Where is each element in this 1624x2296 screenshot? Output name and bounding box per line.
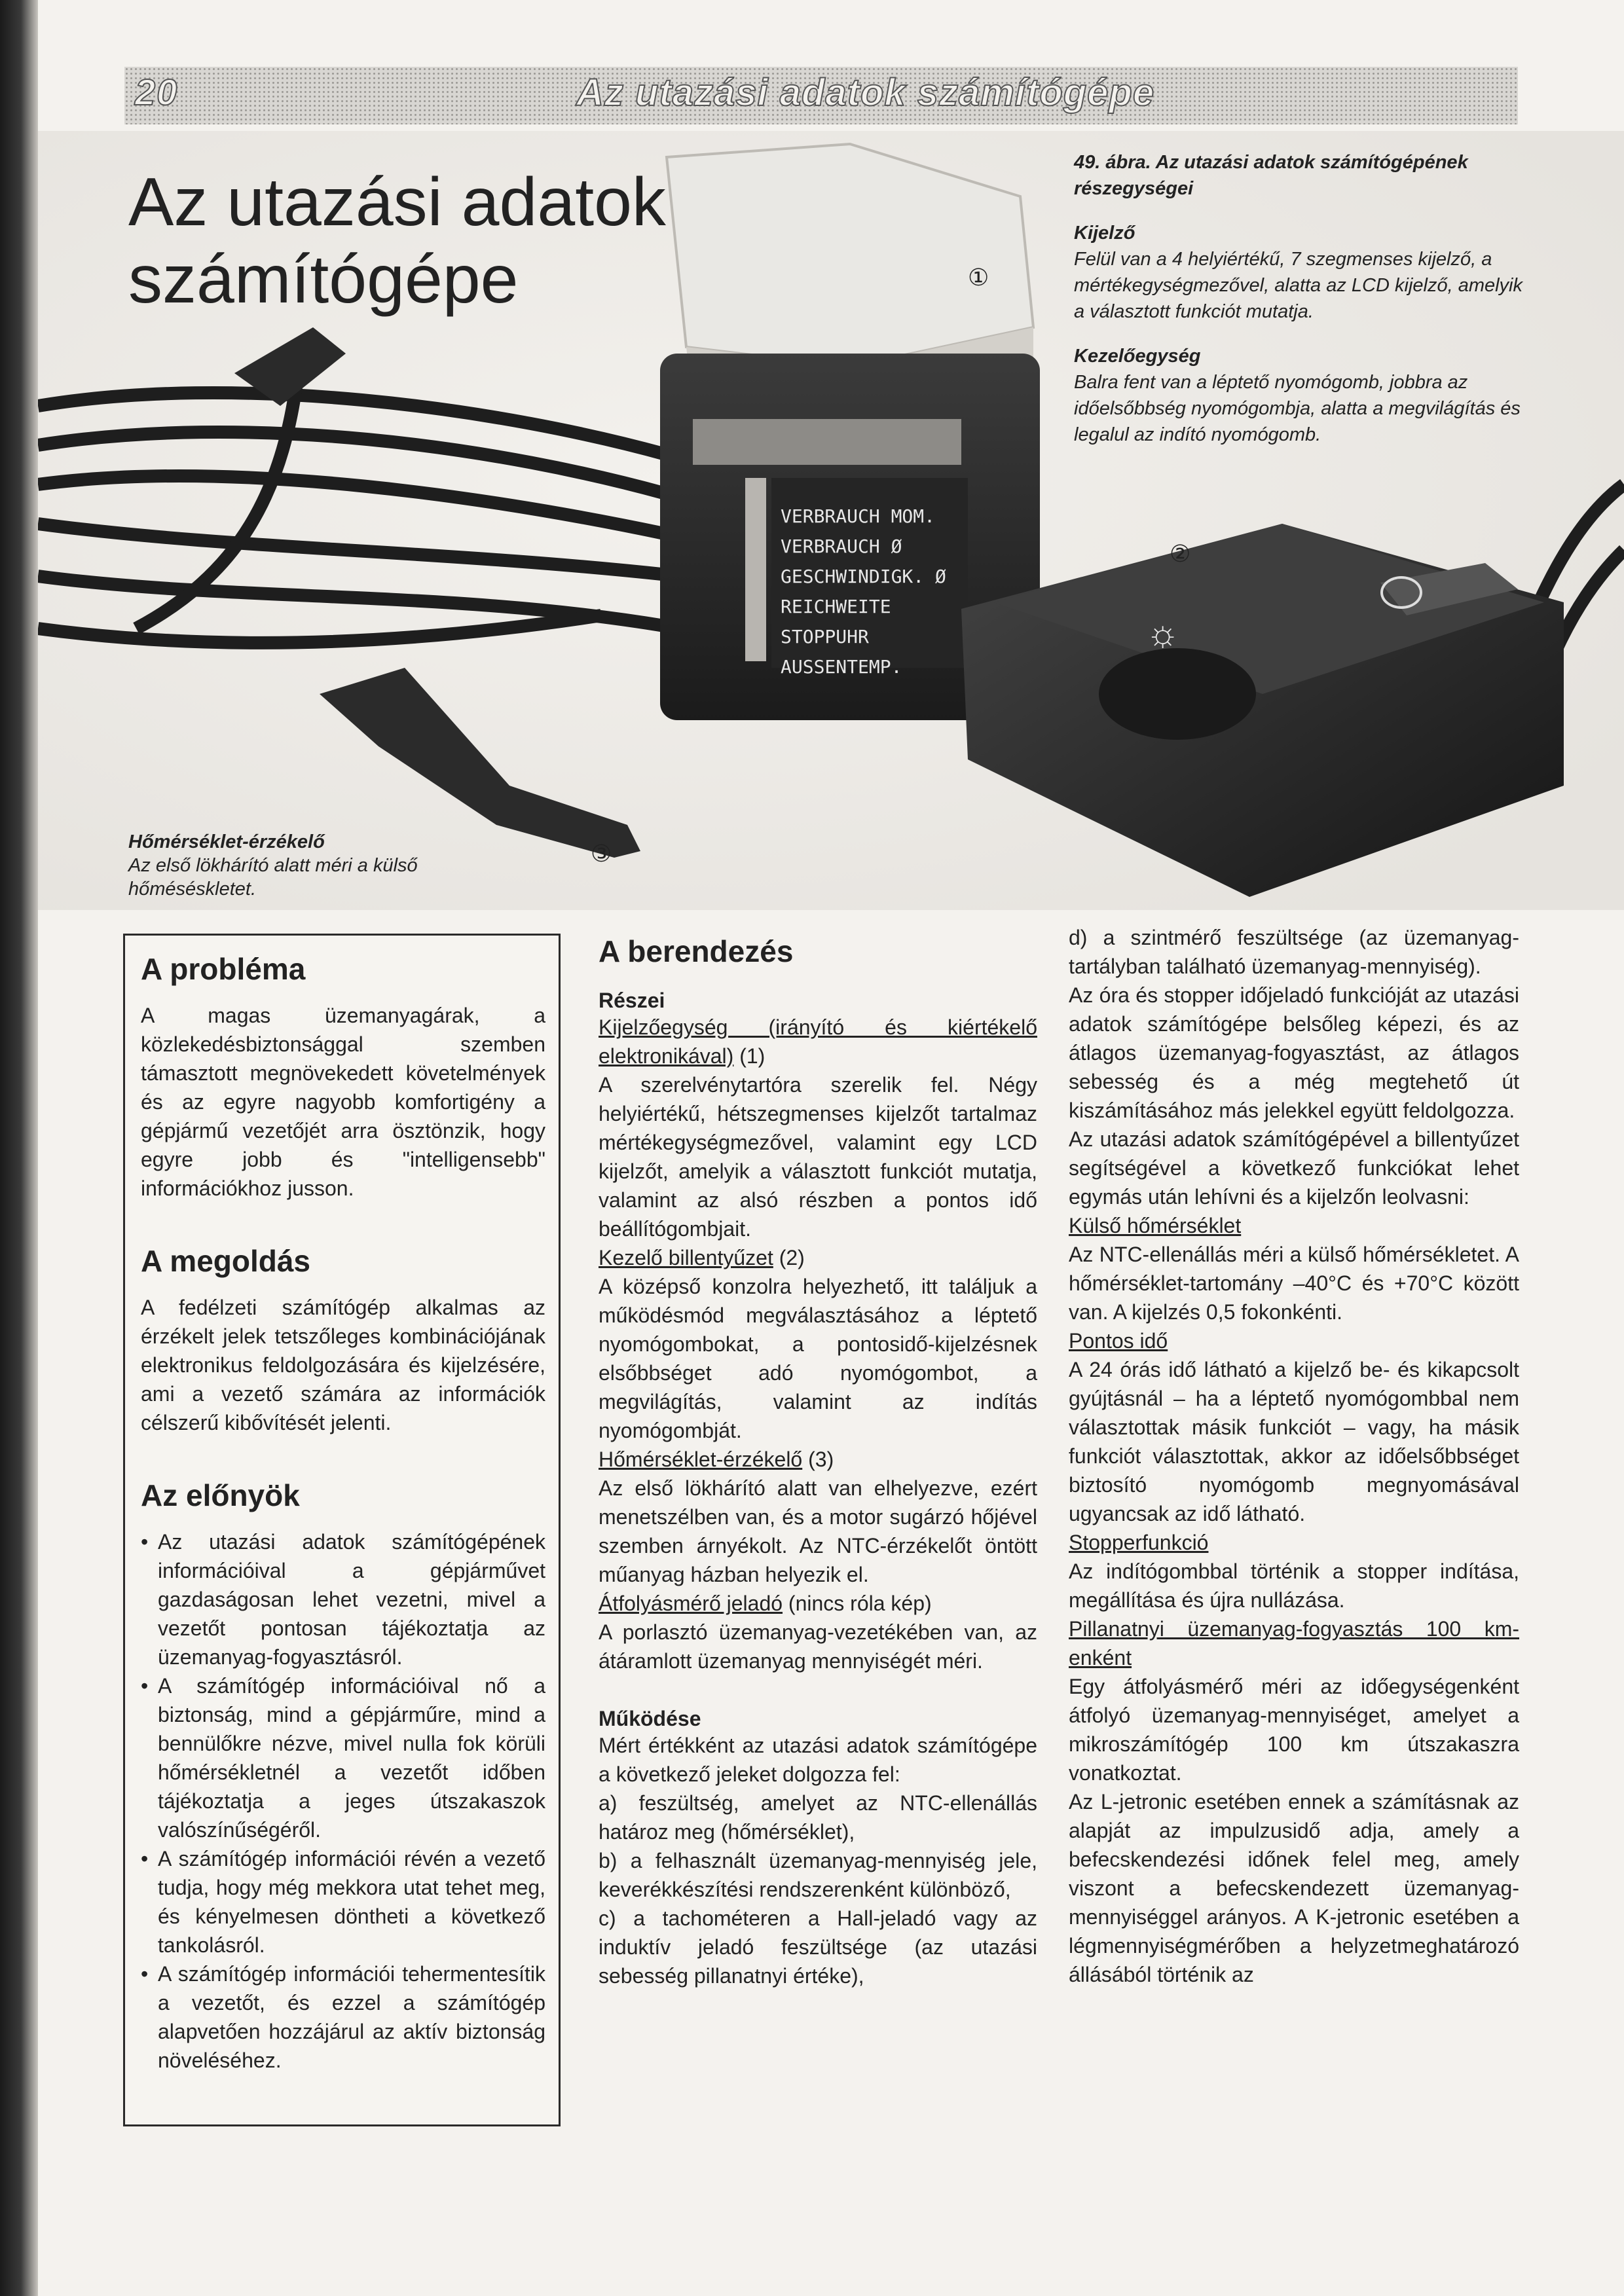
function-outside-temp-text: Az NTC-ellenállás méri a külső hőmérsékletet. A hőmérséklet-tartomány –40°C és +70°C között van. A kijelzés 0,5 fokonkénti. — [1069, 1243, 1519, 1324]
jetronic-paragraph: Az L-jetronic esetében ennek a számításnak az alapját az impulzusidő adja, amely a befecskendezési időnek felel meg, amely viszont a befecskendezett üzemanyag-mennyiséggel arányos. A K-jetronic esetében a légmennyiségmérőben a helyzetmeghatározó állásából történik az — [1069, 1790, 1519, 1986]
display-label: STOPPUHR — [781, 626, 869, 647]
problem-heading: A probléma — [141, 952, 306, 986]
part-keypad-title: Kezelő billentyűzet (2) — [599, 1246, 805, 1269]
display-label: GESCHWINDIGK. Ø — [781, 566, 946, 587]
operation-item-a: a) feszültség, amelyet az NTC-ellenállás határoz meg (hőmérséklet), — [599, 1791, 1037, 1844]
figure-caption-display-heading: Kijelző — [1074, 223, 1135, 244]
light-icon: ☼ — [1146, 612, 1180, 653]
solution-heading: A megoldás — [141, 1244, 311, 1278]
function-outside-temp-title: Külső hőmérséklet — [1069, 1214, 1242, 1237]
advantage-item: • A számítógép információival nő a biztonság, mind a gépjárműre, mind a bennülőkre nézve, mivel nulla fok körüli hőmérsékletnél a vezetőt időben tájékoztatja a jeges útszakaszok valószínűségéről. — [141, 1671, 545, 1844]
figure-caption-control-heading: Kezelőegység — [1074, 346, 1201, 367]
solution-text: A fedélzeti számítógép alkalmas az érzékelt jelek tetszőleges kombinációjának elektronikus feldolgozására és kijelzésére, ami a vezető számára az információk célszerű kibővítését jelenti. — [141, 1296, 545, 1434]
figure-caption-control-text: Balra fent van a léptető nyomógomb, jobbra az időelsőbbség nyomógombja, alatta a megvilágítás és legalul az indító nyomógomb. — [1074, 372, 1521, 445]
display-label: REICHWEITE — [781, 596, 891, 617]
operation-text: Mért értékként az utazási adatok számítógépe a következő jeleket dolgozza fel: — [599, 1734, 1037, 1786]
advantage-item: • Az utazási adatok számítógépének információival a gépjárművet gazdaságosan lehet vezetni, mivel a vezetőt pontosan tájékoztatja az üzemanyag-fogyasztásról. — [141, 1527, 545, 1671]
display-label: VERBRAUCH Ø — [781, 536, 902, 557]
summary-box — [123, 934, 561, 2126]
parts-heading: Részei — [599, 989, 665, 1012]
callout-1: ① — [968, 264, 989, 291]
callout-3: ③ — [591, 841, 612, 867]
part-sensor-title: Hőmérséklet-érzékelő (3) — [599, 1448, 834, 1471]
problem-text: A magas üzemanyagárak, a közlekedésbiztonsággal szemben támasztott megnövekedett követelmények és az egyre nagyobb komfortigény a gépjármű vezetőjét arra ösztönzik, hogy egyre jobb és "intelligensebb" információkhoz jusson. — [141, 1004, 545, 1200]
chapter-title: Az utazási adatok számítógépe — [128, 164, 666, 318]
function-consumption-text: Egy átfolyásmérő méri az időegységenként átfolyó üzemanyag-mennyiséget, amelyet a mikroszámítógép 100 km útszakaszra vonatkoztat. — [1069, 1675, 1519, 1785]
function-stopwatch-text: Az indítógombbal történik a stopper indítása, megállítása és újra nullázása. — [1069, 1559, 1519, 1612]
function-consumption-title: Pillanatnyi üzemanyag-fogyasztás 100 km-enként — [1069, 1617, 1519, 1669]
advantage-item: • A számítógép információi révén a vezető tudja, hogy még mekkora utat tehet meg, és kényelmesen döntheti a következő tankolásról. — [141, 1844, 545, 1959]
display-label: VERBRAUCH MOM. — [781, 505, 936, 527]
operation-item-b: b) a felhasznált üzemanyag-mennyiség jele, keverékkészítési rendszerenként különböző, — [599, 1849, 1037, 1901]
part-sensor-text: Az első lökhárító alatt van elhelyezve, ezért menetszélben van, és a motor sugárzó hőjével szemben árnyékolt. Az NTC-érzékelőt öntött műanyag házban helyezik el. — [599, 1476, 1037, 1586]
page-number: 20 — [135, 71, 179, 113]
figure-caption-title: 49. ábra. Az utazási adatok számítógépének részegységei — [1074, 152, 1468, 199]
part-display-title: Kijelzőegység (irányító és kiértékelő elektronikával) (1) — [599, 1015, 1037, 1068]
part-display-text: A szerelvénytartóra szerelik fel. Négy helyiértékű, hétszegmenses kijelzőt tartalmaz mértékegységmezővel, valamint egy LCD kijelzőt, amelyik a választott funkciót mutatja, valamint az alsó részben a pontos idő beállítógombjait. — [599, 1073, 1037, 1241]
display-label-list — [781, 501, 977, 682]
figure-caption — [1074, 149, 1532, 448]
mode-button-icon — [1380, 576, 1422, 609]
functions-column — [1069, 923, 1519, 1989]
part-keypad-text: A középső konzolra helyezhető, itt találjuk a működésmód megválasztásához a léptető nyomógombokat, a pontosidő-kijelzésnek elsőbbséget adó nyomógombot, a megvilágítás, valamint az indítás nyomógombját. — [599, 1275, 1037, 1442]
display-label: AUSSENTEMP. — [781, 656, 902, 678]
running-title: Az utazási adatok számítógépe — [576, 71, 1155, 114]
page-binding-edge — [0, 0, 38, 2296]
function-stopwatch-title: Stopperfunkció — [1069, 1531, 1209, 1554]
equipment-heading: A berendezés — [599, 934, 794, 968]
sensor-caption-heading: Hőmérséklet-érzékelő — [128, 831, 325, 852]
advantage-item: • A számítógép információi tehermentesítik a vezetőt, és ezzel a számítógép alapvetően hozzájárul az aktív biztonság növeléséhez. — [141, 1959, 545, 2075]
advantages-heading: Az előnyök — [141, 1478, 300, 1512]
clock-paragraph: Az óra és stopper időjeladó funkcióját az utazási adatok számítógépe belsőleg képezi, és az átlagos üzemanyag-fogyasztást, az átlagos sebesség és a még megtehető út kiszámításához más jelekkel együtt feldolgozza. — [1069, 983, 1519, 1122]
callout-2: ② — [1170, 541, 1191, 568]
part-flowmeter-title: Átfolyásmérő jeladó (nincs róla kép) — [599, 1592, 932, 1615]
equipment-column — [599, 934, 1037, 1990]
figure-caption-display-text: Felül van a 4 helyiértékű, 7 szegmenses kijelző, a mértékegységmezővel, alatta az LCD kijelző, amelyik a választott funkciót mutatja. — [1074, 249, 1522, 322]
operation-item-d: d) a szintmérő feszültsége (az üzemanyag-tartályban található üzemanyag-mennyiség). — [1069, 926, 1519, 978]
advantages-list — [141, 1527, 545, 2075]
function-time-title: Pontos idő — [1069, 1329, 1168, 1353]
function-time-text: A 24 órás idő látható a kijelző be- és kikapcsolt gyújtásnál – ha a léptető nyomógombbal nem választottak másik funkciót – vagy, ha másik funkciót választottak, akkor az időelsőbbséget biztosító nyomógomb megnyomásával ugyancsak az idő látható. — [1069, 1358, 1519, 1525]
operation-heading: Működése — [599, 1707, 701, 1730]
keys-paragraph: Az utazási adatok számítógépével a billentyűzet segítségével a következő funkciókat lehet egymás után lehívni és a kijelzőn leolvasni: — [1069, 1127, 1519, 1209]
sensor-caption — [128, 830, 456, 901]
part-flowmeter-text: A porlasztó üzemanyag-vezetékében van, az átáramlott üzemanyag mennyiségét méri. — [599, 1620, 1037, 1673]
sensor-caption-text: Az első lökhárító alatt méri a külső hőméséskletet. — [128, 855, 418, 900]
operation-item-c: c) a tachométeren a Hall-jeladó vagy az induktív jeladó feszültsége (az utazási sebesség pillanatnyi értéke), — [599, 1906, 1037, 1988]
